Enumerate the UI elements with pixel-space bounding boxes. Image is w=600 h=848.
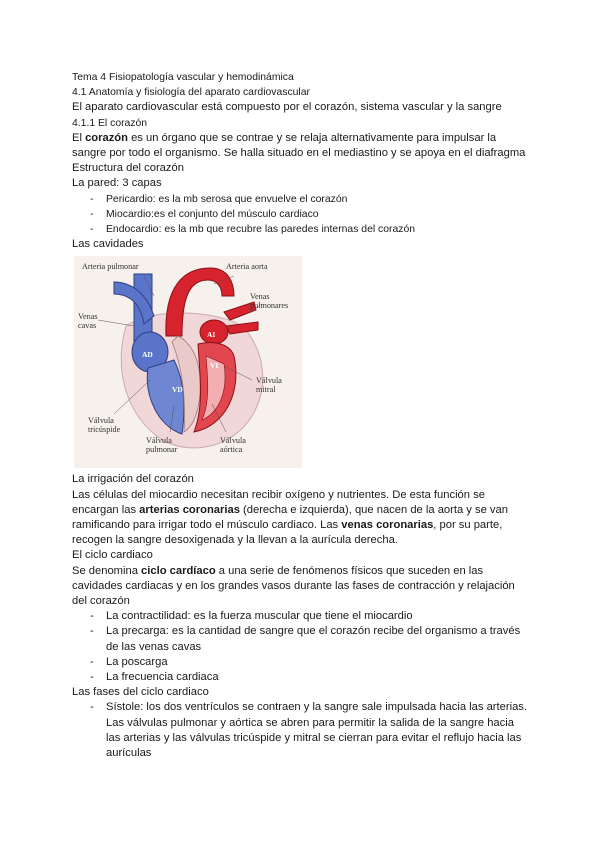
text-span: Válvula	[220, 436, 246, 446]
list-item: - Endocardio: es la mb que recubre las paredes internas del corazón	[72, 222, 542, 237]
ciclo-line-1	[72, 564, 542, 579]
chamber-vd: VD	[172, 385, 183, 395]
section-heading-4-1: 4.1 Anatomía y fisiología del aparato cardiovascular	[72, 87, 310, 99]
text-span: a una serie de fenómenos físicos que suceden en las	[215, 564, 484, 577]
irrigacion-line-1: Las células del miocardio necesitan recibir oxígeno y nutrientes. De esta función se	[72, 488, 485, 501]
list-item	[72, 624, 542, 654]
list-item: - La contractilidad: es la fuerza muscular que tiene el miocardio	[72, 609, 542, 624]
list-item-line: - Sístole: los dos ventrículos se contraen y la sangre sale impulsada hacia las arterias.	[106, 701, 527, 714]
label-valvula-mitral	[256, 376, 282, 394]
bold-term-ciclo-cardiaco: ciclo cardíaco	[141, 564, 216, 577]
chamber-ad: AD	[142, 350, 153, 360]
text-span: encargan las	[72, 503, 140, 516]
bold-term-arterias-coronarias: arterias coronarias	[139, 503, 240, 516]
irrigacion-line-4: recogen la sangre desoxigenada y la llevan a la aurícula derecha.	[72, 534, 398, 547]
chamber-vi: VI	[210, 361, 219, 371]
list-item-line: las arterias y las válvulas tricúspide y mitral se cierran para evitar el reflujo hacia las	[106, 731, 522, 744]
text-span: Válvula	[146, 436, 172, 446]
list-item: - Pericardio: es la mb serosa que envuelve el corazón	[72, 192, 542, 207]
text-span: tricúspide	[88, 425, 121, 435]
label-arteria-pulmonar: Arteria pulmonar	[82, 262, 139, 272]
text-span: pulmonares	[250, 301, 289, 311]
label-arteria-aorta: Arteria aorta	[226, 262, 268, 272]
pared-heading: La pared: 3 capas	[72, 177, 162, 190]
ciclo-line-3: del corazón	[72, 595, 130, 608]
text-span: mitral	[256, 385, 276, 395]
text-span: Válvula	[256, 376, 282, 386]
ciclo-list	[72, 609, 542, 685]
ciclo-heading: El ciclo cardiaco	[72, 549, 153, 562]
heart-illustration	[74, 256, 302, 468]
irrigacion-heading: La irrigación del corazón	[72, 473, 194, 486]
text-span: ramificando para irrigar todo el músculo cardiaco. Las	[72, 519, 342, 532]
document-page	[72, 70, 542, 761]
chamber-ai: AI	[207, 330, 216, 340]
text-span: El	[72, 131, 86, 144]
fases-list	[72, 700, 542, 761]
label-valvula-pulmonar	[146, 436, 177, 454]
cavidades-heading: Las cavidades	[72, 238, 144, 251]
corazon-paragraph-line-1	[72, 131, 542, 146]
list-item	[72, 700, 542, 761]
ciclo-line-2: cavidades cardiacas y en los grandes vasos durante las fases de contracción y relajación	[72, 579, 515, 592]
label-valvula-tricuspide	[88, 416, 120, 434]
capas-list	[72, 192, 542, 238]
intro-paragraph: El aparato cardiovascular está compuesto por el corazón, sistema vascular y la sangre	[72, 101, 502, 114]
list-item-line: Las válvulas pulmonar y aórtica se abren para permitir la salida de la sangre hacia	[106, 716, 514, 729]
list-item-line: - La precarga: es la cantidad de sangre que el corazón recibe del organismo a través	[106, 625, 521, 638]
irrigacion-line-3	[72, 518, 542, 533]
text-span: aórtica	[220, 445, 243, 455]
text-span: pulmonar	[146, 445, 178, 455]
list-item-line: de las venas cavas	[106, 640, 202, 653]
heart-diagram	[74, 256, 302, 468]
topic-title: Tema 4 Fisiopatología vascular y hemodinámica	[72, 72, 294, 83]
bold-term-corazon: corazón	[85, 131, 128, 144]
bold-term-venas-coronarias: venas coronarias	[341, 519, 434, 532]
estructura-heading: Estructura del corazón	[72, 162, 184, 175]
list-item-line: aurículas	[106, 747, 152, 760]
irrigacion-line-2	[72, 503, 542, 518]
text-span: (derecha e izquierda), que nacen de la aorta y se van	[239, 503, 508, 516]
text-span: Venas	[78, 312, 98, 322]
text-span: Venas	[250, 292, 270, 302]
text-span: Válvula	[88, 416, 114, 426]
corazon-paragraph-line-2: sangre por todo el organismo. Se halla situado en el mediastino y se apoya en el diafragma	[72, 147, 526, 160]
fases-heading: Las fases del ciclo cardiaco	[72, 686, 209, 699]
label-valvula-aortica	[220, 436, 246, 454]
text-span: cavas	[78, 321, 97, 331]
text-span: Se denomina	[72, 564, 142, 577]
text-span: es un órgano que se contrae y se relaja alternativamente para impulsar la	[127, 131, 497, 144]
list-item: - La poscarga	[72, 655, 542, 670]
list-item: - Miocardio:es el conjunto del músculo cardiaco	[72, 207, 542, 222]
text-span: , por su parte,	[433, 519, 503, 532]
section-heading-4-1-1: 4.1.1 El corazón	[72, 117, 148, 129]
label-venas-pulmonares	[250, 292, 288, 310]
label-venas-cavas	[78, 312, 98, 330]
list-item: - La frecuencia cardiaca	[72, 670, 542, 685]
